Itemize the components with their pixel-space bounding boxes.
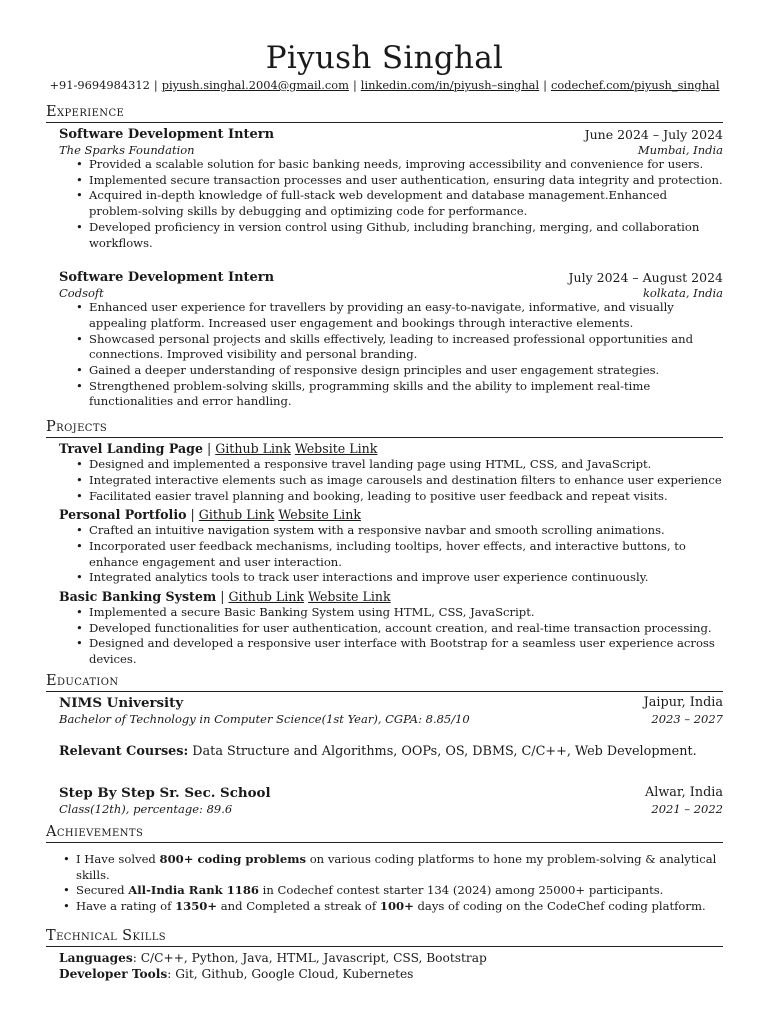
github-link[interactable]: Github Link — [215, 441, 291, 457]
section-title-achievements: Achievements — [46, 823, 723, 843]
languages-list: : C/C++, Python, Java, HTML, Javascript, CSS, Bootstrap — [132, 950, 487, 965]
list-item: • Strengthened problem-solving skills, programming skills and the ability to implement real-time functionalities and error handling. — [89, 379, 723, 410]
separator: | — [220, 589, 225, 605]
school-name: Step By Step Sr. Sec. School — [59, 784, 271, 801]
list-item: • Designed and developed a responsive user interface with Bootstrap for a seamless user experience across devices. — [89, 636, 723, 667]
website-link[interactable]: Website Link — [294, 441, 378, 457]
job-dates: July 2024 – August 2024 — [568, 270, 723, 286]
courses-list: Data Structure and Algorithms, OOPs, OS, DBMS, C/C++, Web Development. — [192, 743, 697, 759]
achievement-list — [46, 852, 723, 915]
skills-languages — [59, 950, 723, 966]
skills-tools — [59, 966, 723, 982]
section-title-projects: Projects — [46, 418, 723, 438]
languages-label: Languages — [59, 950, 133, 965]
school-name: NIMS University — [59, 694, 184, 711]
job-bullets — [59, 300, 723, 410]
list-item: • Integrated analytics tools to track user interactions and improve user experience continuously. — [89, 570, 723, 586]
separator: | — [206, 441, 212, 457]
school-dates: 2023 – 2027 — [651, 711, 723, 726]
project-name: Travel Landing Page — [59, 441, 203, 457]
list-item: • Acquired in-depth knowledge of full-stack web development and database management.Enhanced problem-solving skills by debugging and optimizing code for performance. — [89, 188, 723, 219]
job-dates: June 2024 – July 2024 — [584, 127, 723, 142]
github-link[interactable]: Github Link — [198, 507, 275, 523]
list-item: • Designed and implemented a responsive travel landing page using HTML, CSS, and JavaScript. — [89, 457, 723, 473]
experience-entry — [59, 126, 723, 251]
email-link[interactable]: piyush.singhal.2004@gmail.com — [161, 78, 349, 92]
list-item: • Showcased personal projects and skills effectively, leading to increased professional opportunities and connections. Improved visibility and personal branding. — [89, 332, 723, 363]
school-detail: Class(12th), percentage: 89.6 — [59, 801, 233, 816]
project-name: Personal Portfolio — [59, 507, 187, 523]
education-entry — [59, 694, 723, 726]
separator: | — [153, 78, 158, 92]
project-entry — [59, 441, 723, 504]
section-title-experience: Experience — [46, 103, 723, 123]
resume-page — [46, 0, 723, 982]
education-entry — [59, 784, 723, 816]
project-name: Basic Banking System — [59, 589, 217, 605]
list-item: • Enhanced user experience for travellers by providing an easy-to-navigate, informative, and visually appealing platform. Increased user engagement and bookings through interactive elements. — [89, 300, 723, 331]
list-item: • Implemented a secure Basic Banking System using HTML, CSS, JavaScript. — [89, 605, 723, 621]
tools-list: : Git, Github, Google Cloud, Kubernetes — [167, 966, 414, 981]
job-org: The Sparks Foundation — [59, 143, 195, 157]
website-link[interactable]: Website Link — [278, 507, 361, 523]
school-dates: 2021 – 2022 — [651, 801, 723, 816]
project-bullets — [59, 523, 723, 586]
tools-label: Developer Tools — [59, 966, 168, 981]
school-detail: Bachelor of Technology in Computer Science(1st Year), CGPA: 8.85/10 — [59, 711, 470, 726]
list-item: • Developed functionalities for user authentication, account creation, and real-time transaction processing. — [89, 621, 723, 637]
list-item: • Secured All-India Rank 1186 in Codechef contest starter 134 (2024) among 25000+ participants. — [76, 883, 723, 899]
section-title-education: Education — [46, 672, 723, 692]
separator: | — [352, 78, 357, 92]
section-title-skills: Technical Skills — [46, 927, 723, 947]
github-link[interactable]: Github Link — [228, 589, 305, 605]
job-role: Software Development Intern — [59, 270, 275, 286]
project-entry — [59, 507, 723, 586]
phone-number: +91-9694984312 — [49, 78, 150, 92]
linkedin-link[interactable]: linkedin.com/in/piyush–singhal — [360, 78, 540, 92]
experience-entry — [59, 269, 723, 410]
relevant-courses — [59, 743, 723, 760]
job-role: Software Development Intern — [59, 127, 275, 142]
school-location: Jaipur, India — [643, 694, 723, 710]
codechef-link[interactable]: codechef.com/piyush_singhal — [550, 78, 720, 92]
list-item: • Implemented secure transaction processes and user authentication, ensuring data integrity and protection. — [89, 173, 723, 189]
separator: | — [190, 507, 195, 523]
website-link[interactable]: Website Link — [308, 589, 391, 605]
list-item: • Crafted an intuitive navigation system with a responsive navbar and smooth scrolling animations. — [89, 523, 723, 539]
project-entry — [59, 589, 723, 668]
list-item: • Provided a scalable solution for basic banking needs, improving accessibility and convenience for users. — [89, 157, 723, 173]
job-location: kolkata, India — [642, 286, 723, 301]
job-org: Codsoft — [59, 286, 104, 301]
separator: | — [543, 78, 547, 92]
job-location: Mumbai, India — [637, 143, 723, 157]
project-bullets — [59, 605, 723, 668]
list-item: • Facilitated easier travel planning and booking, leading to positive user feedback and repeat visits. — [89, 489, 723, 505]
contact-line — [46, 77, 723, 93]
school-location: Alwar, India — [645, 784, 723, 800]
courses-label: Relevant Courses: — [59, 743, 189, 759]
job-bullets — [59, 157, 723, 251]
resume-name: Piyush Singhal — [265, 40, 504, 76]
list-item: • Gained a deeper understanding of responsive design principles and user engagement strategies. — [89, 363, 723, 379]
list-item: • I Have solved 800+ coding problems on various coding platforms to hone my problem-solving & analytical skills. — [76, 852, 723, 883]
list-item: • Incorporated user feedback mechanisms, including tooltips, hover effects, and interactive buttons, to enhance engagement and user interaction. — [89, 539, 723, 570]
list-item: • Developed proficiency in version control using Github, including branching, merging, and collaboration workflows. — [89, 220, 723, 251]
project-bullets — [59, 457, 723, 504]
list-item: • Integrated interactive elements such as image carousels and destination filters to enhance user experience — [89, 473, 723, 489]
list-item: • Have a rating of 1350+ and Completed a streak of 100+ days of coding on the CodeChef coding platform. — [76, 899, 723, 915]
